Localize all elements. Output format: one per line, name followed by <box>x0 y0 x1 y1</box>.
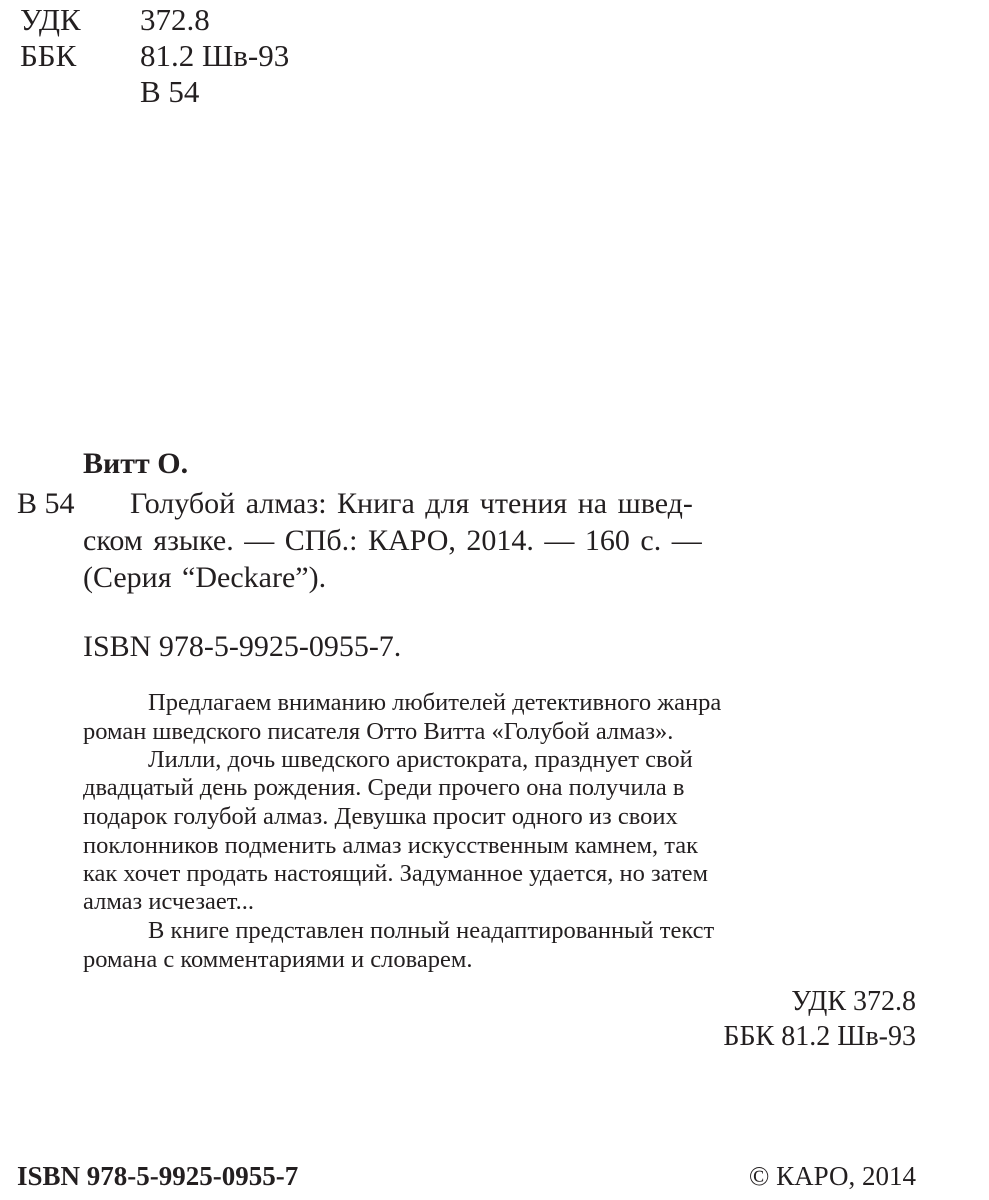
abstract-line: Предлагаем вниманию любителей детективного жанра <box>148 689 722 716</box>
footer-isbn: ISBN 978-5-9925-0955-7 <box>17 1161 299 1191</box>
abstract-line: подарок голубой алмаз. Девушка просит одного из своих <box>83 803 678 830</box>
bib-title-line: Голубой алмаз: Книга для чтения на швед- <box>130 487 693 520</box>
bbk-label: ББК <box>20 38 77 73</box>
author-mark: В 54 <box>140 74 200 109</box>
bbk-value: 81.2 Шв-93 <box>140 38 290 73</box>
bib-imprint-line: ском языке. — СПб.: КАРО, 2014. — 160 с. — <box>83 524 702 557</box>
udk-code: УДК 372.8 <box>791 986 916 1017</box>
copyright: © КАРО, 2014 <box>748 1161 916 1191</box>
abstract-line: двадцатый день рождения. Среди прочего она получила в <box>83 774 685 801</box>
bib-series-line: (Серия “Deckare”). <box>83 561 327 594</box>
abstract-line: роман шведского писателя Отто Витта «Голубой алмаз». <box>83 718 674 745</box>
abstract-line: поклонников подменить алмаз искусственным камнем, так <box>83 832 699 859</box>
abstract-line: Лилли, дочь шведского аристократа, празднует свой <box>148 746 693 773</box>
abstract-line: как хочет продать настоящий. Задуманное удается, но затем <box>83 860 708 887</box>
abstract-line: романа с комментариями и словарем. <box>83 946 473 973</box>
bib-isbn: ISBN 978-5-9925-0955-7. <box>83 630 402 663</box>
bib-author-mark: В 54 <box>17 487 75 520</box>
abstract-line: алмаз исчезает... <box>83 888 254 915</box>
udk-label: УДК <box>20 2 81 37</box>
bbk-code: ББК 81.2 Шв-93 <box>723 1021 916 1052</box>
udk-value: 372.8 <box>140 2 210 37</box>
abstract-line: В книге представлен полный неадаптированный текст <box>148 917 715 944</box>
author-name: Витт О. <box>83 447 189 480</box>
